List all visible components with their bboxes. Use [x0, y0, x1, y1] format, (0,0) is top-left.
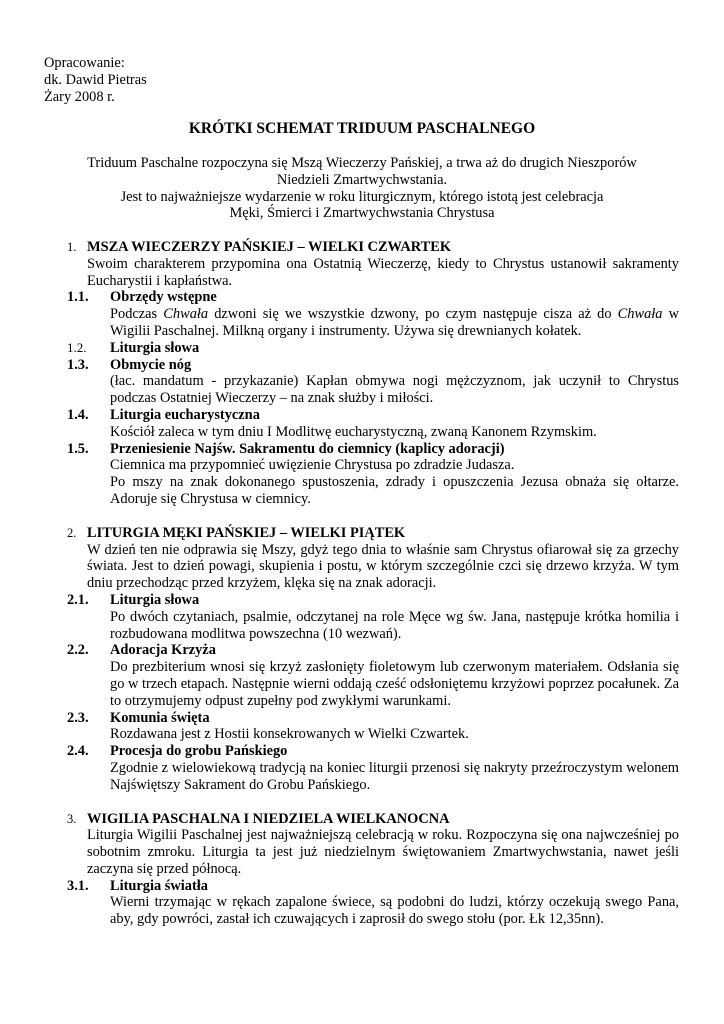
intro-paragraph: [40, 155, 684, 222]
subsection-heading: [67, 710, 679, 727]
subsection-heading: [67, 743, 679, 760]
text-run: dzwoni się we wszystkie dzwony, po czym następuje cisza aż do: [208, 306, 618, 323]
section-paragraph: Swoim charakterem przypomina ona Ostatnią Wieczerzę, kiedy to Chrystus ustanowił sakramenty Eucharystii i kapłaństwa.: [87, 255, 679, 289]
document-body: [67, 239, 679, 928]
header-line: Opracowanie:: [44, 55, 125, 71]
subsection-paragraph: Rozdawana jest z Hostii konsekrowanych w Wielki Czwartek.: [110, 726, 469, 743]
section-title: WIGILIA PASCHALNA I NIEDZIELA WIELKANOCNA: [87, 810, 450, 827]
subsection-heading: [67, 289, 679, 306]
subsection-heading: [67, 340, 679, 357]
subsection-title: Obmycie nóg: [110, 356, 192, 373]
subsection-heading: [67, 407, 679, 424]
spacer: [67, 508, 679, 525]
subsection-title: Komunia święta: [110, 709, 210, 726]
subsection-paragraph: Po dwóch czytaniach, psalmie, odczytanej na role Męce wg św. Jana, następuje krótka homilia i rozbudowana modlitwa powszechna (10 wezwań).: [110, 608, 679, 642]
subsection-paragraph: Zgodnie z wielowiekową tradycją na koniec liturgii przenosi się nakryty przeźroczystym welonem Najświętszy Sakrament do Grobu Pańskiego.: [110, 759, 679, 793]
subsection-number: 2.3.: [67, 709, 89, 726]
subsection-title: Liturgia światła: [110, 877, 208, 894]
section-heading: [67, 811, 679, 828]
subsection-number: 3.1.: [67, 877, 89, 894]
intro-line: Męki, Śmierci i Zmartwychwstania Chrystusa: [229, 205, 495, 222]
section-number: 3.: [67, 811, 77, 826]
text-run: w Wigilii Paschalnej. Milkną organy i instrumenty. Używa się drewnianych kołatek.: [110, 306, 679, 339]
subsection-paragraph: Ciemnica ma przypomnieć uwięzienie Chrystusa po zdradzie Judasza.: [110, 457, 515, 474]
subsection-number: 1.2.: [67, 339, 87, 355]
section-paragraph: Liturgia Wigilii Paschalnej jest najważniejszą celebracją w roku. Rozpoczyna się ona najwcześniej po sobotnim zmroku. Liturgia ta jest już niedzielnym świętowaniem Zmartwychwstania, nawet jeśli zaczyna się przed północą.: [87, 827, 679, 877]
subsection-title: Przeniesienie Najśw. Sakramentu do ciemnicy (kaplicy adoracji): [110, 440, 505, 457]
intro-line: Jest to najważniejsze wydarzenie w roku liturgicznym, którego istotą jest celebracja: [120, 188, 604, 205]
subsection-heading: [67, 357, 679, 374]
subsection-number: 1.1.: [67, 289, 89, 306]
section-title: MSZA WIECZERZY PAŃSKIEJ – WIELKI CZWARTEK: [87, 239, 452, 255]
spacer: [67, 794, 679, 811]
text-italic: Chwała: [617, 306, 663, 323]
subsection-title: Liturgia eucharystyczna: [110, 406, 260, 423]
subsection-paragraph: Po mszy na znak dokonanego spustoszenia, zdrady i opuszczenia Jezusa obnaża się ołtarze. Adoruje się Chrystusa w ciemnicy.: [110, 474, 679, 507]
subsection-heading: [67, 642, 679, 659]
section-number: 2.: [67, 525, 77, 540]
subsection-number: 1.4.: [67, 406, 89, 423]
section-heading: [67, 239, 679, 256]
subsection-heading: [67, 441, 679, 458]
subsection-number: 1.3.: [67, 356, 89, 373]
intro-line: Triduum Paschalne rozpoczyna się Mszą Wieczerzy Pańskiej, a trwa aż do drugich Nieszporów: [87, 155, 637, 171]
subsection-heading: [67, 592, 679, 609]
subsection-title: Liturgia słowa: [110, 339, 200, 356]
subsection-number: 2.4.: [67, 743, 89, 760]
subsection-paragraph: (łac. mandatum - przykazanie) Kapłan obmywa nogi mężczyznom, jak uczynił to Chrystus podczas Ostatniej Wieczerzy – na znak służby i miłości.: [110, 373, 679, 407]
header-author: dk. Dawid Pietras: [44, 72, 147, 88]
section-heading: [67, 525, 679, 542]
subsection-paragraph: [110, 306, 679, 340]
header-place-date: Żary 2008 r.: [44, 89, 115, 105]
section-number: 1.: [67, 240, 77, 254]
text-italic: Chwała: [163, 306, 209, 323]
subsection-number: 1.5.: [67, 440, 89, 457]
subsection-number: 2.2.: [67, 642, 89, 659]
text-run: Podczas: [110, 306, 164, 323]
subsection-number: 2.1.: [67, 591, 89, 608]
intro-line: Niedzieli Zmartwychwstania.: [276, 171, 448, 188]
subsection-title: Liturgia słowa: [110, 591, 200, 608]
subsection-title: Obrzędy wstępne: [110, 289, 217, 306]
subsection-paragraph: Kościół zaleca w tym dniu I Modlitwę eucharystyczną, zwaną Kanonem Rzymskim.: [110, 423, 597, 440]
subsection-title: Procesja do grobu Pańskiego: [110, 743, 288, 760]
section-paragraph: W dzień ten nie odprawia się Mszy, gdyż tego dnia to właśnie sam Chrystus ofiarował się za grzechy świata. Jest to dzień powagi, skupienia i postu, w którym szczególnie czci się drzewo krzyża. W tym dniu przechodząc przed krzyżem, klęka się na znak adoracji.: [87, 541, 679, 592]
subsection-paragraph: Wierni trzymając w rękach zapalone świece, są podobni do ludzi, którzy oczekują swego Pana, aby, gdy powróci, zastał ich czuwających i zaprosił do swego stołu (por. Łk 12,35nn).: [110, 894, 679, 928]
subsection-heading: [67, 878, 679, 895]
author-header: [44, 55, 147, 106]
subsection-title: Adoracja Krzyża: [110, 642, 216, 659]
subsection-paragraph: Do prezbiterium wnosi się krzyż zasłonięty fioletowym lub czerwonym materiałem. Odsłania się go w trzech etapach. Następnie wierni oddają cześć odsłoniętemu krzyżowi poprzez pocałunek. Za to otrzymujemy odpust zupełny pod zwykłymi warunkami.: [110, 659, 679, 709]
document-title: KRÓTKI SCHEMAT TRIDUUM PASCHALNEGO: [188, 120, 536, 137]
section-title: LITURGIA MĘKI PAŃSKIEJ – WIELKI PIĄTEK: [87, 524, 406, 541]
